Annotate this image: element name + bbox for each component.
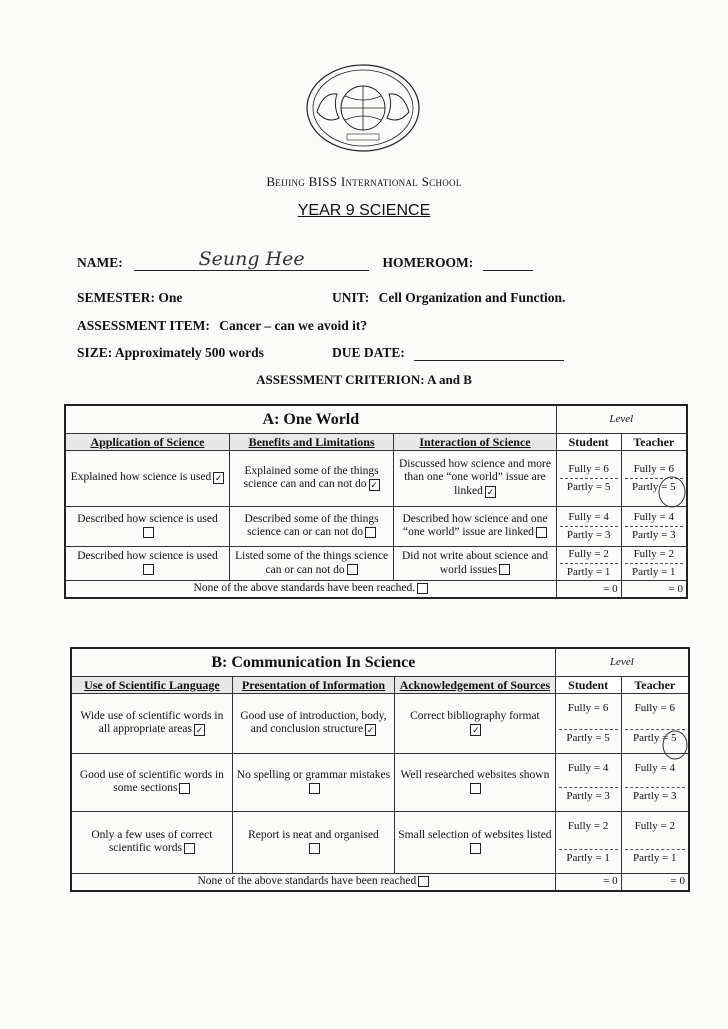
criterion-descriptor: Wide use of scientific words in all appropriate areas ✓ — [71, 693, 232, 753]
homeroom-label: HOMEROOM: — [382, 255, 474, 270]
semester-row — [77, 290, 182, 306]
criterion-descriptor: Did not write about science and world issues — [394, 546, 556, 580]
checkbox[interactable] — [309, 843, 320, 854]
criterion-descriptor: Described how science is used — [65, 546, 229, 580]
school-name: Beijing BISS International School — [266, 174, 462, 189]
school-crest-logo — [303, 62, 423, 154]
student-level-cell[interactable]: Fully = 4 Partly = 3 — [555, 753, 621, 811]
checkbox[interactable] — [365, 527, 376, 538]
checkbox[interactable]: ✓ — [195, 724, 204, 735]
teacher-level-cell[interactable]: Fully = 2 Partly = 1 — [621, 811, 689, 873]
size-label: SIZE: — [77, 345, 113, 360]
checkbox[interactable] — [347, 564, 358, 575]
student-level-cell[interactable]: Fully = 6 Partly = 5 — [555, 693, 621, 753]
table-row — [65, 546, 687, 580]
criterion-descriptor: Only a few uses of correct scientific words — [71, 811, 232, 873]
criterion-descriptor: Small selection of websites listed — [395, 811, 556, 873]
section-b-student-header: Student — [555, 676, 621, 693]
criterion-descriptor: Discussed how science and more than one “one world” issue are linked ✓ — [394, 450, 556, 506]
assessment-criterion: ASSESSMENT CRITERION: A and B — [256, 372, 472, 387]
size-value: Approximately 500 words — [114, 345, 264, 360]
criterion-descriptor: Report is neat and organised — [232, 811, 394, 873]
unit-row — [332, 290, 565, 306]
teacher-level-cell[interactable]: Fully = 6 Partly = 5 — [621, 693, 689, 753]
section-a-col-1: Application of Science — [65, 433, 229, 450]
criterion-descriptor: Good use of introduction, body, and conclusion structure ✓ — [232, 693, 394, 753]
student-level-cell[interactable]: Fully = 2 Partly = 1 — [555, 811, 621, 873]
student-level-cell[interactable]: Fully = 2 Partly = 1 — [556, 546, 621, 580]
section-a-col-2: Benefits and Limitations — [229, 433, 393, 450]
criterion-a-table — [64, 404, 688, 599]
criterion-descriptor: Well researched websites shown — [395, 753, 556, 811]
section-b-col-3: Acknowledgement of Sources — [395, 676, 556, 693]
document-title: YEAR 9 SCIENCE — [297, 202, 431, 219]
teacher-level-cell[interactable]: Fully = 2 Partly = 1 — [621, 546, 687, 580]
checkbox[interactable] — [184, 843, 195, 854]
section-a-none-reached: None of the above standards have been reached. — [65, 581, 556, 598]
table-row — [65, 506, 687, 546]
teacher-level-cell[interactable]: Fully = 4 Partly = 3 — [621, 753, 689, 811]
table-row — [71, 753, 689, 811]
name-row — [77, 248, 533, 271]
semester-label: SEMESTER: — [77, 290, 156, 305]
criterion-descriptor: No spelling or grammar mistakes — [232, 753, 394, 811]
criterion-descriptor: Described how science is used — [65, 506, 229, 546]
unit-label: UNIT: — [332, 290, 370, 305]
checkbox[interactable]: ✓ — [366, 724, 375, 735]
due-date-label: DUE DATE: — [332, 345, 405, 360]
checkbox[interactable]: ✓ — [214, 472, 223, 483]
checkbox[interactable] — [536, 527, 547, 538]
checkbox[interactable]: ✓ — [370, 479, 378, 490]
student-level-cell[interactable]: Fully = 6 Partly = 5 — [556, 450, 621, 506]
criterion-descriptor: Described how science and one “one world” issue are linked — [394, 506, 556, 546]
criterion-descriptor: Explained some of the things science can and can not do ✓ — [229, 450, 393, 506]
section-a-col-3: Interaction of Science — [394, 433, 556, 450]
table-row — [71, 811, 689, 873]
assessment-item-row — [77, 318, 367, 334]
size-row — [77, 345, 264, 361]
criterion-descriptor: Good use of scientific words in some sections — [71, 753, 232, 811]
section-a-level-label: Level — [556, 405, 687, 433]
assessment-item-value: Cancer – can we avoid it? — [219, 318, 368, 333]
student-level-cell[interactable]: Fully = 4 Partly = 3 — [556, 506, 621, 546]
due-date-row — [332, 345, 564, 361]
checkbox[interactable] — [499, 564, 510, 575]
criterion-descriptor: Correct bibliography format ✓ — [395, 693, 556, 753]
due-date-field[interactable] — [414, 348, 564, 361]
section-a-teacher-header: Teacher — [621, 433, 687, 450]
checkbox[interactable]: ✓ — [472, 724, 480, 735]
checkbox[interactable] — [470, 783, 481, 794]
section-b-title: B: Communication In Science — [71, 648, 555, 676]
checkbox[interactable]: ✓ — [486, 486, 495, 497]
teacher-zero-level[interactable]: = 0 — [621, 873, 689, 890]
checkbox[interactable] — [143, 564, 154, 575]
checkbox[interactable] — [470, 843, 481, 854]
criterion-descriptor: Listed some of the things science can or can not do — [229, 546, 393, 580]
semester-value: One — [158, 290, 183, 305]
name-field[interactable] — [134, 248, 369, 271]
teacher-level-cell[interactable]: Fully = 6 Partly = 5 — [621, 450, 687, 506]
name-label: NAME: — [77, 255, 123, 270]
criterion-descriptor: Described some of the things science can or can not do — [229, 506, 393, 546]
section-b-col-2: Presentation of Information — [232, 676, 394, 693]
teacher-mark-circle-b — [655, 725, 691, 761]
section-b-none-reached: None of the above standards have been reached — [71, 873, 555, 890]
criterion-descriptor: Explained how science is used ✓ — [65, 450, 229, 506]
table-row — [65, 450, 687, 506]
name-value: Seung Hee — [198, 248, 305, 270]
unit-value: Cell Organization and Function. — [378, 290, 566, 305]
teacher-zero-level[interactable]: = 0 — [621, 581, 687, 598]
teacher-level-cell[interactable]: Fully = 4 Partly = 3 — [621, 506, 687, 546]
table-row — [71, 693, 689, 753]
section-b-col-1: Use of Scientific Language — [71, 676, 232, 693]
checkbox[interactable] — [417, 583, 428, 594]
assessment-item-label: ASSESSMENT ITEM: — [77, 318, 210, 333]
section-a-title: A: One World — [65, 405, 556, 433]
checkbox[interactable] — [418, 876, 429, 887]
section-b-level-label: Level — [555, 648, 689, 676]
checkbox[interactable] — [179, 783, 190, 794]
criterion-b-table — [70, 647, 690, 892]
section-a-student-header: Student — [556, 433, 621, 450]
student-zero-level[interactable]: = 0 — [556, 581, 621, 598]
checkbox[interactable] — [143, 527, 154, 538]
student-zero-level[interactable]: = 0 — [555, 873, 621, 890]
checkbox[interactable] — [309, 783, 320, 794]
homeroom-field[interactable] — [483, 258, 533, 271]
teacher-mark-circle-a — [650, 470, 690, 510]
section-b-teacher-header: Teacher — [621, 676, 689, 693]
